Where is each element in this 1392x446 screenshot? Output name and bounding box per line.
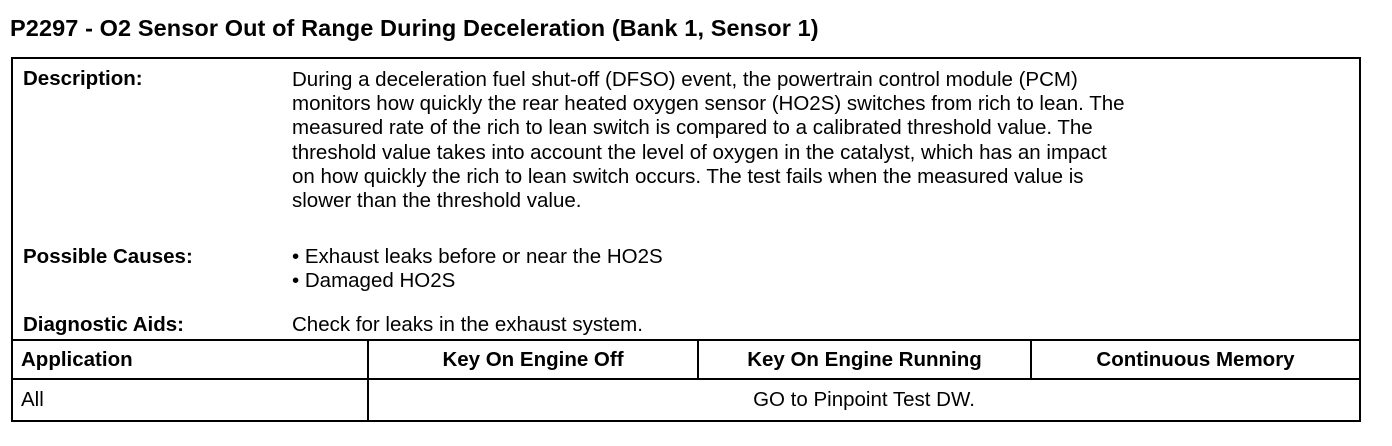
possible-causes-label: Possible Causes: (23, 245, 193, 268)
diagnostic-aids-text: Check for leaks in the exhaust system. (292, 313, 643, 336)
description-text (292, 68, 1125, 213)
header-key-on-engine-off: Key On Engine Off (442, 348, 624, 371)
description-line: on how quickly the rich to lean switch occurs. The test fails when the measured value is (292, 164, 1084, 188)
description-line: measured rate of the rich to lean switch is compared to a calibrated threshold value. The (292, 116, 1093, 140)
description-line: threshold value takes into account the level of oxygen in the catalyst, which has an impact (292, 140, 1107, 164)
cell-action: GO to Pinpoint Test DW. (753, 388, 975, 411)
description-line: slower than the threshold value. (292, 189, 582, 213)
description-line: monitors how quickly the rear heated oxygen sensor (HO2S) switches from rich to lean. The (292, 92, 1125, 116)
description-line: During a deceleration fuel shut-off (DFSO) event, the powertrain control module (PCM) (292, 68, 1078, 91)
page-title: P2297 - O2 Sensor Out of Range During Deceleration (Bank 1, Sensor 1) (10, 15, 819, 41)
list-item: • Damaged HO2S (292, 269, 456, 293)
description-label: Description: (23, 67, 143, 90)
cell-application: All (21, 388, 44, 411)
header-key-on-engine-running: Key On Engine Running (747, 348, 982, 371)
possible-causes-list (292, 245, 663, 293)
header-application: Application (21, 348, 133, 371)
dtc-info-box (11, 57, 1361, 422)
list-item: • Exhaust leaks before or near the HO2S (292, 245, 663, 268)
diagnostic-aids-label: Diagnostic Aids: (23, 313, 184, 336)
header-continuous-memory: Continuous Memory (1096, 348, 1295, 371)
